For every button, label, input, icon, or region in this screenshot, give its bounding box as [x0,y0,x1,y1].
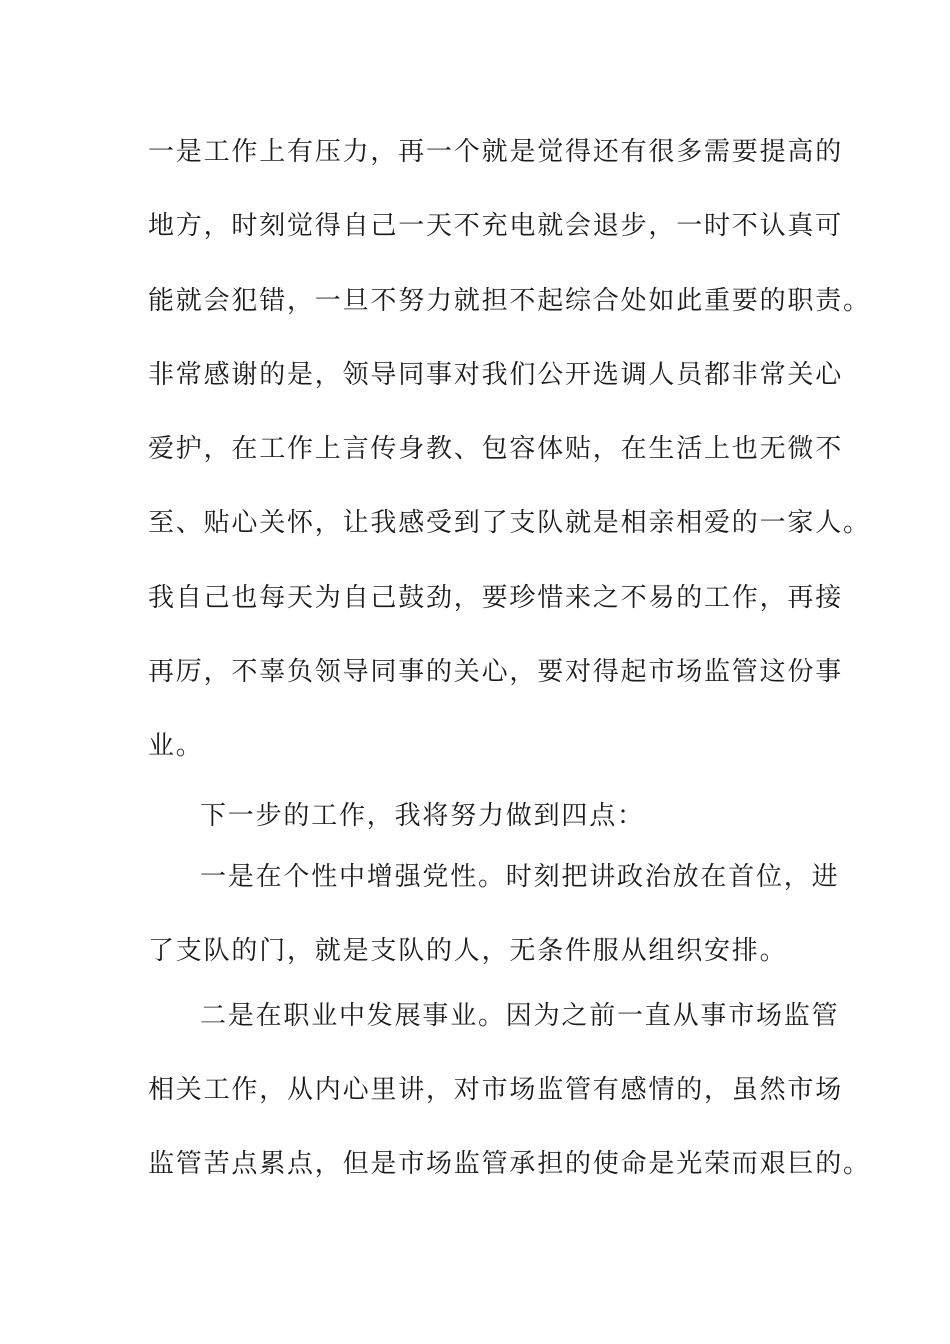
text-line: 至、贴心关怀，让我感受到了支队就是相亲相爱的一家人。 [148,508,871,538]
text-line: 能就会犯错，一旦不努力就担不起综合处如此重要的职责。 [148,286,871,316]
text-line: 爱护，在工作上言传身教、包容体贴，在生活上也无微不 [148,434,844,464]
text-line: 业。 [148,731,204,761]
text-line: 非常感谢的是，领导同事对我们公开选调人员都非常关心 [148,360,844,390]
text-line: 一是工作上有压力，再一个就是觉得还有很多需要提高的 [148,137,844,167]
text-line: 二是在职业中发展事业。因为之前一直从事市场监管 [200,1001,840,1031]
text-line: 下一步的工作，我将努力做到四点： [200,801,645,831]
text-line: 监管苦点累点，但是市场监管承担的使命是光荣而艰巨的。 [148,1149,871,1179]
text-line: 我自己也每天为自己鼓劲，要珍惜来之不易的工作，再接 [148,583,844,613]
text-line: 相关工作，从内心里讲，对市场监管有感情的，虽然市场 [148,1075,844,1105]
text-line: 地方，时刻觉得自己一天不充电就会退步，一时不认真可 [148,211,844,241]
text-line: 了支队的门，就是支队的人，无条件服从组织安排。 [148,936,788,966]
text-line: 一是在个性中增强党性。时刻把讲政治放在首位，进 [200,862,840,892]
text-line: 再厉，不辜负领导同事的关心，要对得起市场监管这份事 [148,657,844,687]
